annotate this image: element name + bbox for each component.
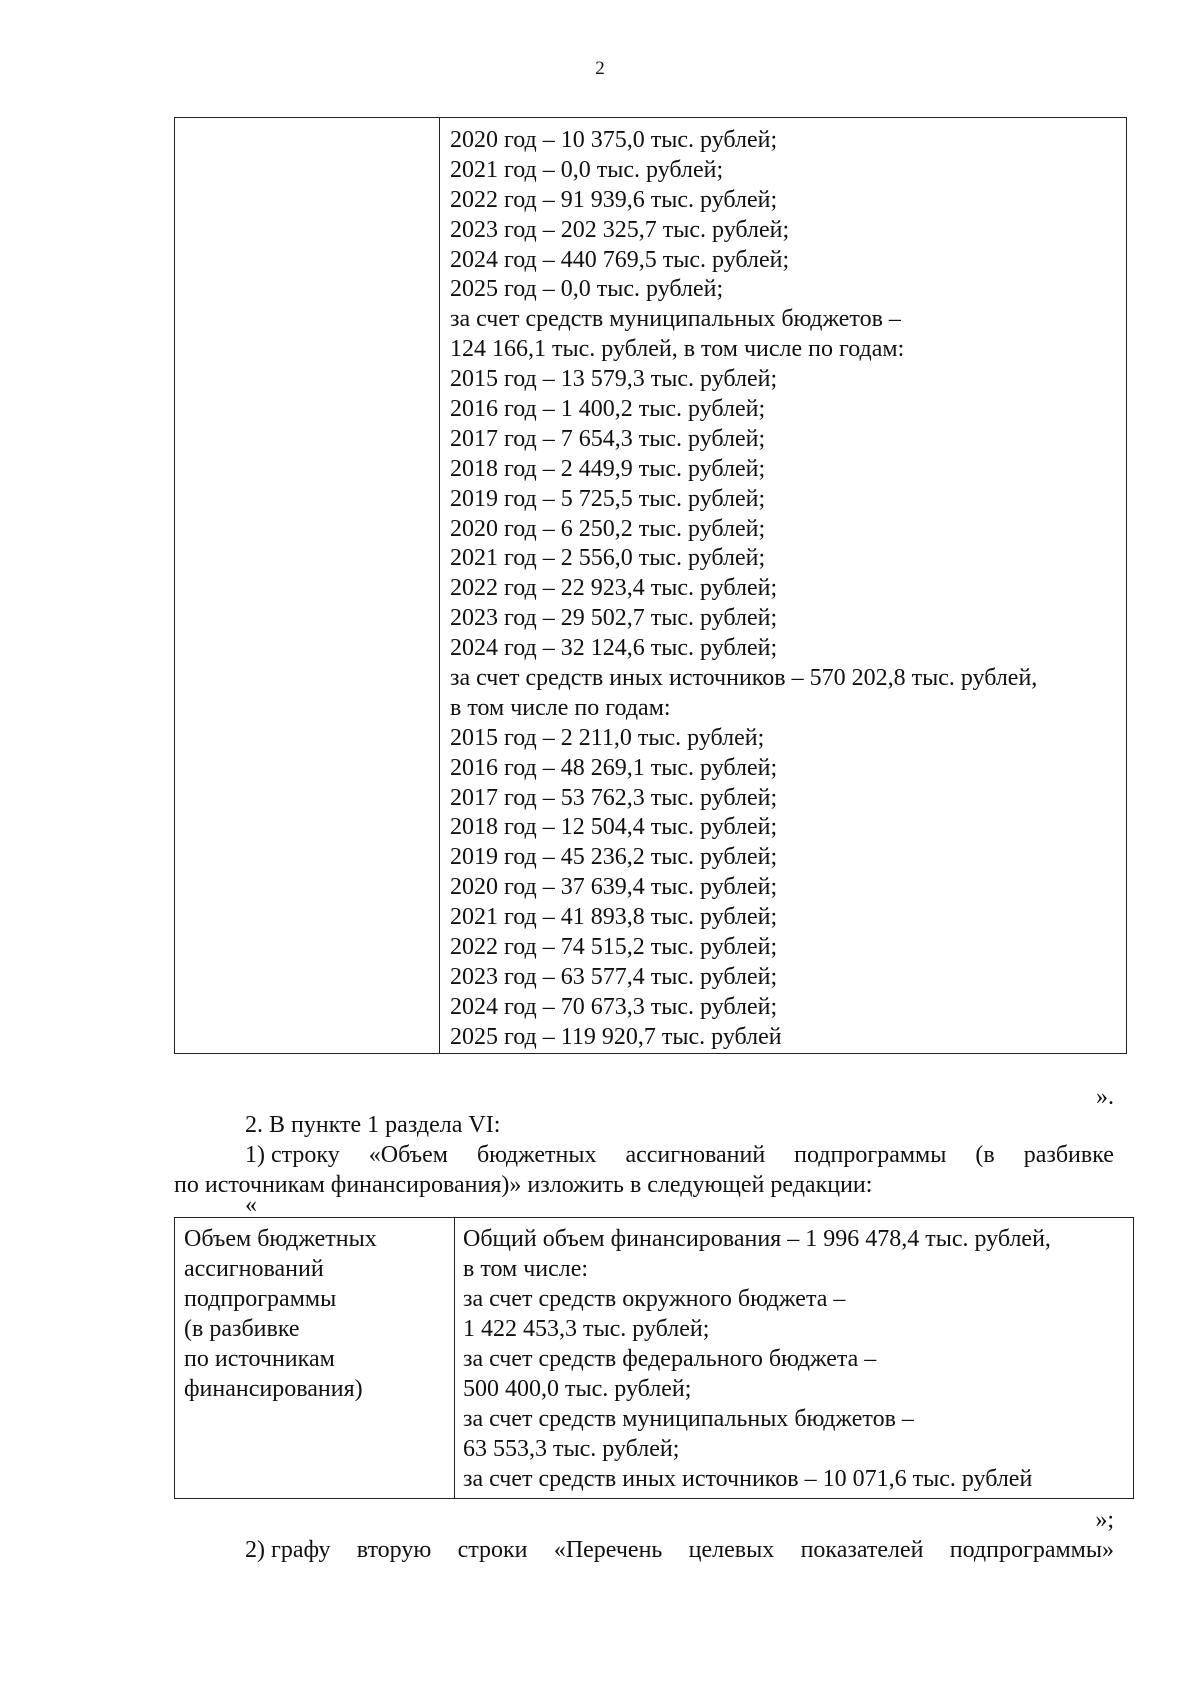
table-left-cell <box>175 1218 455 1499</box>
word: целевых <box>688 1537 775 1563</box>
label-line: Объем бюджетных <box>184 1226 377 1252</box>
funding-line: 2020 год – 6 250,2 тыс. рублей; <box>450 515 766 542</box>
item-1-first-line <box>245 1140 1114 1170</box>
table-right-cell <box>440 118 1127 1054</box>
funding-line: 2016 год – 48 269,1 тыс. рублей; <box>450 754 778 781</box>
funding-line: 2024 год – 440 769,5 тыс. рублей; <box>450 246 790 273</box>
funding-line: 2018 год – 2 449,9 тыс. рублей; <box>450 455 766 482</box>
funding-lines <box>450 126 1126 1053</box>
label-line: по источникам <box>184 1346 335 1372</box>
funding-line: 2015 год – 13 579,3 тыс. рублей; <box>450 366 778 393</box>
funding-line: за счет средств иных источников – 10 071,6 тыс. рублей <box>463 1466 1033 1492</box>
funding-line: 1 422 453,3 тыс. рублей; <box>463 1316 710 1342</box>
label-line: подпрограммы <box>184 1286 337 1312</box>
table-right-cell <box>455 1218 1134 1499</box>
funding-line: за счет средств окружного бюджета – <box>463 1286 846 1312</box>
closing-quote: ». <box>1096 1084 1114 1110</box>
item-1-second-line: по источникам финансирования)» изложить в следующей редакции: <box>174 1172 873 1198</box>
funding-line: 2016 год – 1 400,2 тыс. рублей; <box>450 396 766 423</box>
word: подпрограммы <box>794 1142 947 1168</box>
word: строки <box>457 1537 528 1563</box>
funding-line: за счет средств муниципальных бюджетов – <box>463 1406 914 1432</box>
opening-quote: « <box>245 1192 257 1218</box>
word: 1) строку <box>245 1142 340 1168</box>
funding-line: 2017 год – 7 654,3 тыс. рублей; <box>450 425 766 452</box>
funding-line: 2021 год – 2 556,0 тыс. рублей; <box>450 545 766 572</box>
word: «Перечень <box>553 1537 663 1563</box>
word: (в <box>975 1142 995 1168</box>
funding-line: 63 553,3 тыс. рублей; <box>463 1436 680 1462</box>
label-line: финансирования) <box>184 1376 363 1402</box>
funding-line: 2021 год – 41 893,8 тыс. рублей; <box>450 904 778 931</box>
new-budget-table <box>174 1217 1134 1499</box>
word: 2) графу <box>245 1537 331 1563</box>
funding-line: Общий объем финансирования – 1 996 478,4 тыс. рублей, <box>463 1226 1051 1252</box>
label-line: ассигнований <box>184 1256 324 1282</box>
paragraph-2-heading: 2. В пункте 1 раздела VI: <box>245 1112 501 1138</box>
funding-line: 2015 год – 2 211,0 тыс. рублей; <box>450 724 765 751</box>
funding-line: 2022 год – 22 923,4 тыс. рублей; <box>450 575 778 602</box>
funding-line: за счет средств муниципальных бюджетов – <box>450 306 901 333</box>
row-label <box>184 1224 454 1404</box>
funding-line: 2024 год – 32 124,6 тыс. рублей; <box>450 635 778 662</box>
funding-line: 500 400,0 тыс. рублей; <box>463 1376 692 1402</box>
funding-line: 2017 год – 53 762,3 тыс. рублей; <box>450 784 778 811</box>
funding-line: 2019 год – 5 725,5 тыс. рублей; <box>450 485 766 512</box>
budget-continuation-table <box>174 117 1127 1054</box>
funding-line: 2024 год – 70 673,3 тыс. рублей; <box>450 993 778 1020</box>
word: показателей <box>800 1537 924 1563</box>
funding-line: 2018 год – 12 504,4 тыс. рублей; <box>450 814 778 841</box>
funding-line: 124 166,1 тыс. рублей, в том числе по годам: <box>450 336 905 363</box>
funding-line: 2025 год – 0,0 тыс. рублей; <box>450 276 724 303</box>
table-left-cell-empty <box>175 118 440 1054</box>
funding-line: в том числе: <box>463 1256 589 1282</box>
funding-line: 2019 год – 45 236,2 тыс. рублей; <box>450 844 778 871</box>
item-2-line <box>245 1535 1114 1565</box>
funding-line: 2025 год – 119 920,7 тыс. рублей <box>450 1023 782 1050</box>
funding-line: 2022 год – 74 515,2 тыс. рублей; <box>450 934 778 961</box>
funding-lines <box>463 1224 1133 1494</box>
funding-line: 2022 год – 91 939,6 тыс. рублей; <box>450 186 778 213</box>
funding-line: 2023 год – 202 325,7 тыс. рублей; <box>450 216 790 243</box>
closing-quote-semicolon: »; <box>1095 1507 1114 1533</box>
funding-line: за счет средств федерального бюджета – <box>463 1346 877 1372</box>
word: вторую <box>356 1537 432 1563</box>
funding-line: 2020 год – 37 639,4 тыс. рублей; <box>450 874 778 901</box>
word: разбивке <box>1023 1142 1114 1168</box>
word: подпрограммы» <box>949 1537 1114 1563</box>
word: «Объем <box>368 1142 448 1168</box>
funding-line: за счет средств иных источников – 570 202,8 тыс. рублей, <box>450 665 1038 692</box>
funding-line: 2020 год – 10 375,0 тыс. рублей; <box>450 127 778 153</box>
word: ассигнований <box>625 1142 766 1168</box>
funding-line: 2023 год – 29 502,7 тыс. рублей; <box>450 605 778 632</box>
funding-line: 2021 год – 0,0 тыс. рублей; <box>450 156 724 183</box>
funding-line: 2023 год – 63 577,4 тыс. рублей; <box>450 963 778 990</box>
label-line: (в разбивке <box>184 1316 300 1342</box>
page-number: 2 <box>595 58 605 79</box>
funding-line: в том числе по годам: <box>450 694 671 721</box>
word: бюджетных <box>476 1142 597 1168</box>
